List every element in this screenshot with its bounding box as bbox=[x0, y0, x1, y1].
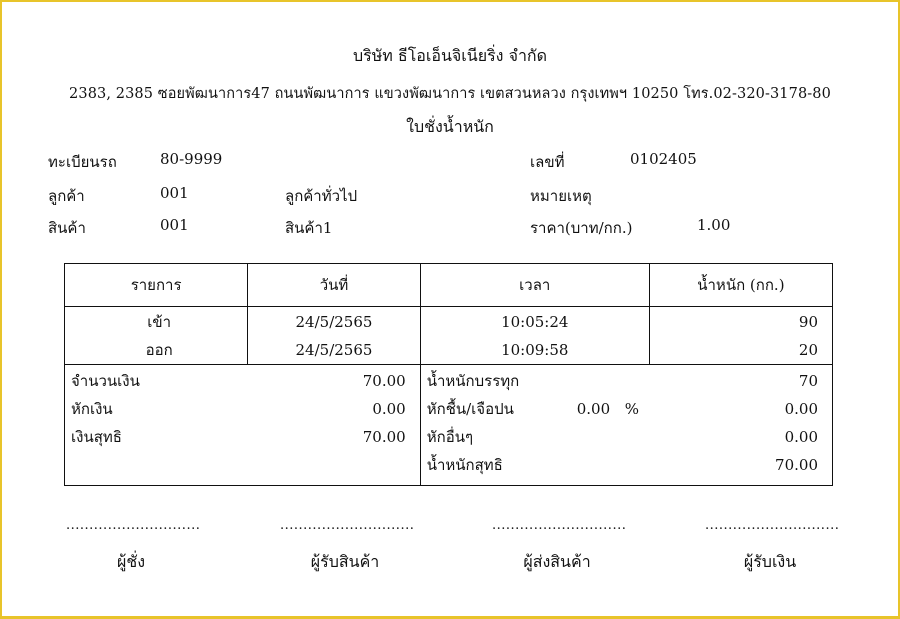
signature-line-receiver: ............................. bbox=[280, 518, 415, 533]
row-time-out: 10:09:58 bbox=[501, 341, 569, 359]
amount-value: 70.00 bbox=[362, 372, 406, 390]
col-header-date: วันที่ bbox=[248, 264, 420, 307]
signature-line-sender: ............................. bbox=[492, 518, 627, 533]
company-name: บริษัท ธีโอเอ็นจิเนียริ่ง จำกัด bbox=[353, 46, 547, 65]
net-amount-value: 70.00 bbox=[362, 428, 406, 446]
customer-label: ลูกค้า bbox=[48, 187, 85, 205]
price-label: ราคา(บาท/กก.) bbox=[530, 219, 633, 237]
row-date-in: 24/5/2565 bbox=[295, 313, 373, 331]
plate-value: 80-9999 bbox=[160, 150, 223, 168]
moisture-value: 0.00 bbox=[784, 400, 818, 418]
deduct-value: 0.00 bbox=[372, 400, 406, 418]
row-item-out: ออก bbox=[145, 341, 173, 359]
signature-line-payee: ............................. bbox=[705, 518, 840, 533]
net-weight-value: 70.00 bbox=[775, 456, 818, 474]
signature-line-weigher: ............................. bbox=[66, 518, 201, 533]
row-item-in: เข้า bbox=[147, 313, 172, 331]
signature-label-payee: ผู้รับเงิน bbox=[743, 552, 797, 571]
col-header-item: รายการ bbox=[65, 264, 248, 307]
row-weight-out: 20 bbox=[798, 341, 818, 359]
product-name: สินค้า1 bbox=[285, 219, 333, 237]
signature-label-weigher: ผู้ชั่ง bbox=[116, 552, 146, 571]
signature-label-sender: ผู้ส่งสินค้า bbox=[523, 552, 591, 571]
signature-label-receiver: ผู้รับสินค้า bbox=[310, 552, 380, 571]
docno-value: 0102405 bbox=[630, 150, 697, 168]
row-weight-in: 90 bbox=[798, 313, 818, 331]
net-weight-label: น้ำหนักสุทธิ bbox=[426, 456, 503, 474]
other-deduct-label: หักอื่นๆ bbox=[426, 428, 474, 446]
col-header-weight: น้ำหนัก (กก.) bbox=[649, 264, 832, 307]
customer-code: 001 bbox=[160, 184, 189, 202]
load-weight-label: น้ำหนักบรรทุก bbox=[426, 372, 520, 390]
percent-sign: % bbox=[624, 400, 639, 418]
docno-label: เลขที่ bbox=[530, 153, 565, 171]
table-row bbox=[65, 307, 833, 365]
plate-label: ทะเบียนรถ bbox=[48, 153, 117, 171]
load-weight-value: 70 bbox=[798, 372, 818, 390]
price-value: 1.00 bbox=[697, 216, 731, 234]
amount-label: จำนวนเงิน bbox=[71, 372, 140, 390]
table-header-row bbox=[65, 264, 833, 307]
product-code: 001 bbox=[160, 216, 189, 234]
weighing-table bbox=[64, 263, 833, 486]
moisture-percent: 0.00 bbox=[576, 400, 611, 418]
col-header-time: เวลา bbox=[420, 264, 649, 307]
summary-row bbox=[65, 365, 833, 486]
row-time-in: 10:05:24 bbox=[501, 313, 569, 331]
row-date-out: 24/5/2565 bbox=[295, 341, 373, 359]
moisture-label: หักชื้น/เจือปน bbox=[426, 400, 514, 418]
customer-name: ลูกค้าทั่วไป bbox=[285, 187, 358, 205]
other-deduct-value: 0.00 bbox=[784, 428, 818, 446]
net-amount-label: เงินสุทธิ bbox=[71, 428, 122, 446]
note-label: หมายเหตุ bbox=[530, 187, 592, 205]
document-title: ใบชั่งน้ำหนัก bbox=[406, 117, 494, 136]
deduct-label: หักเงิน bbox=[71, 400, 113, 418]
company-address: 2383, 2385 ซอยพัฒนาการ47 ถนนพัฒนาการ แขวงพัฒนาการ เขตสวนหลวง กรุงเทพฯ 10250 โทร.02-320-3178-80 bbox=[69, 86, 831, 102]
product-label: สินค้า bbox=[48, 219, 86, 237]
